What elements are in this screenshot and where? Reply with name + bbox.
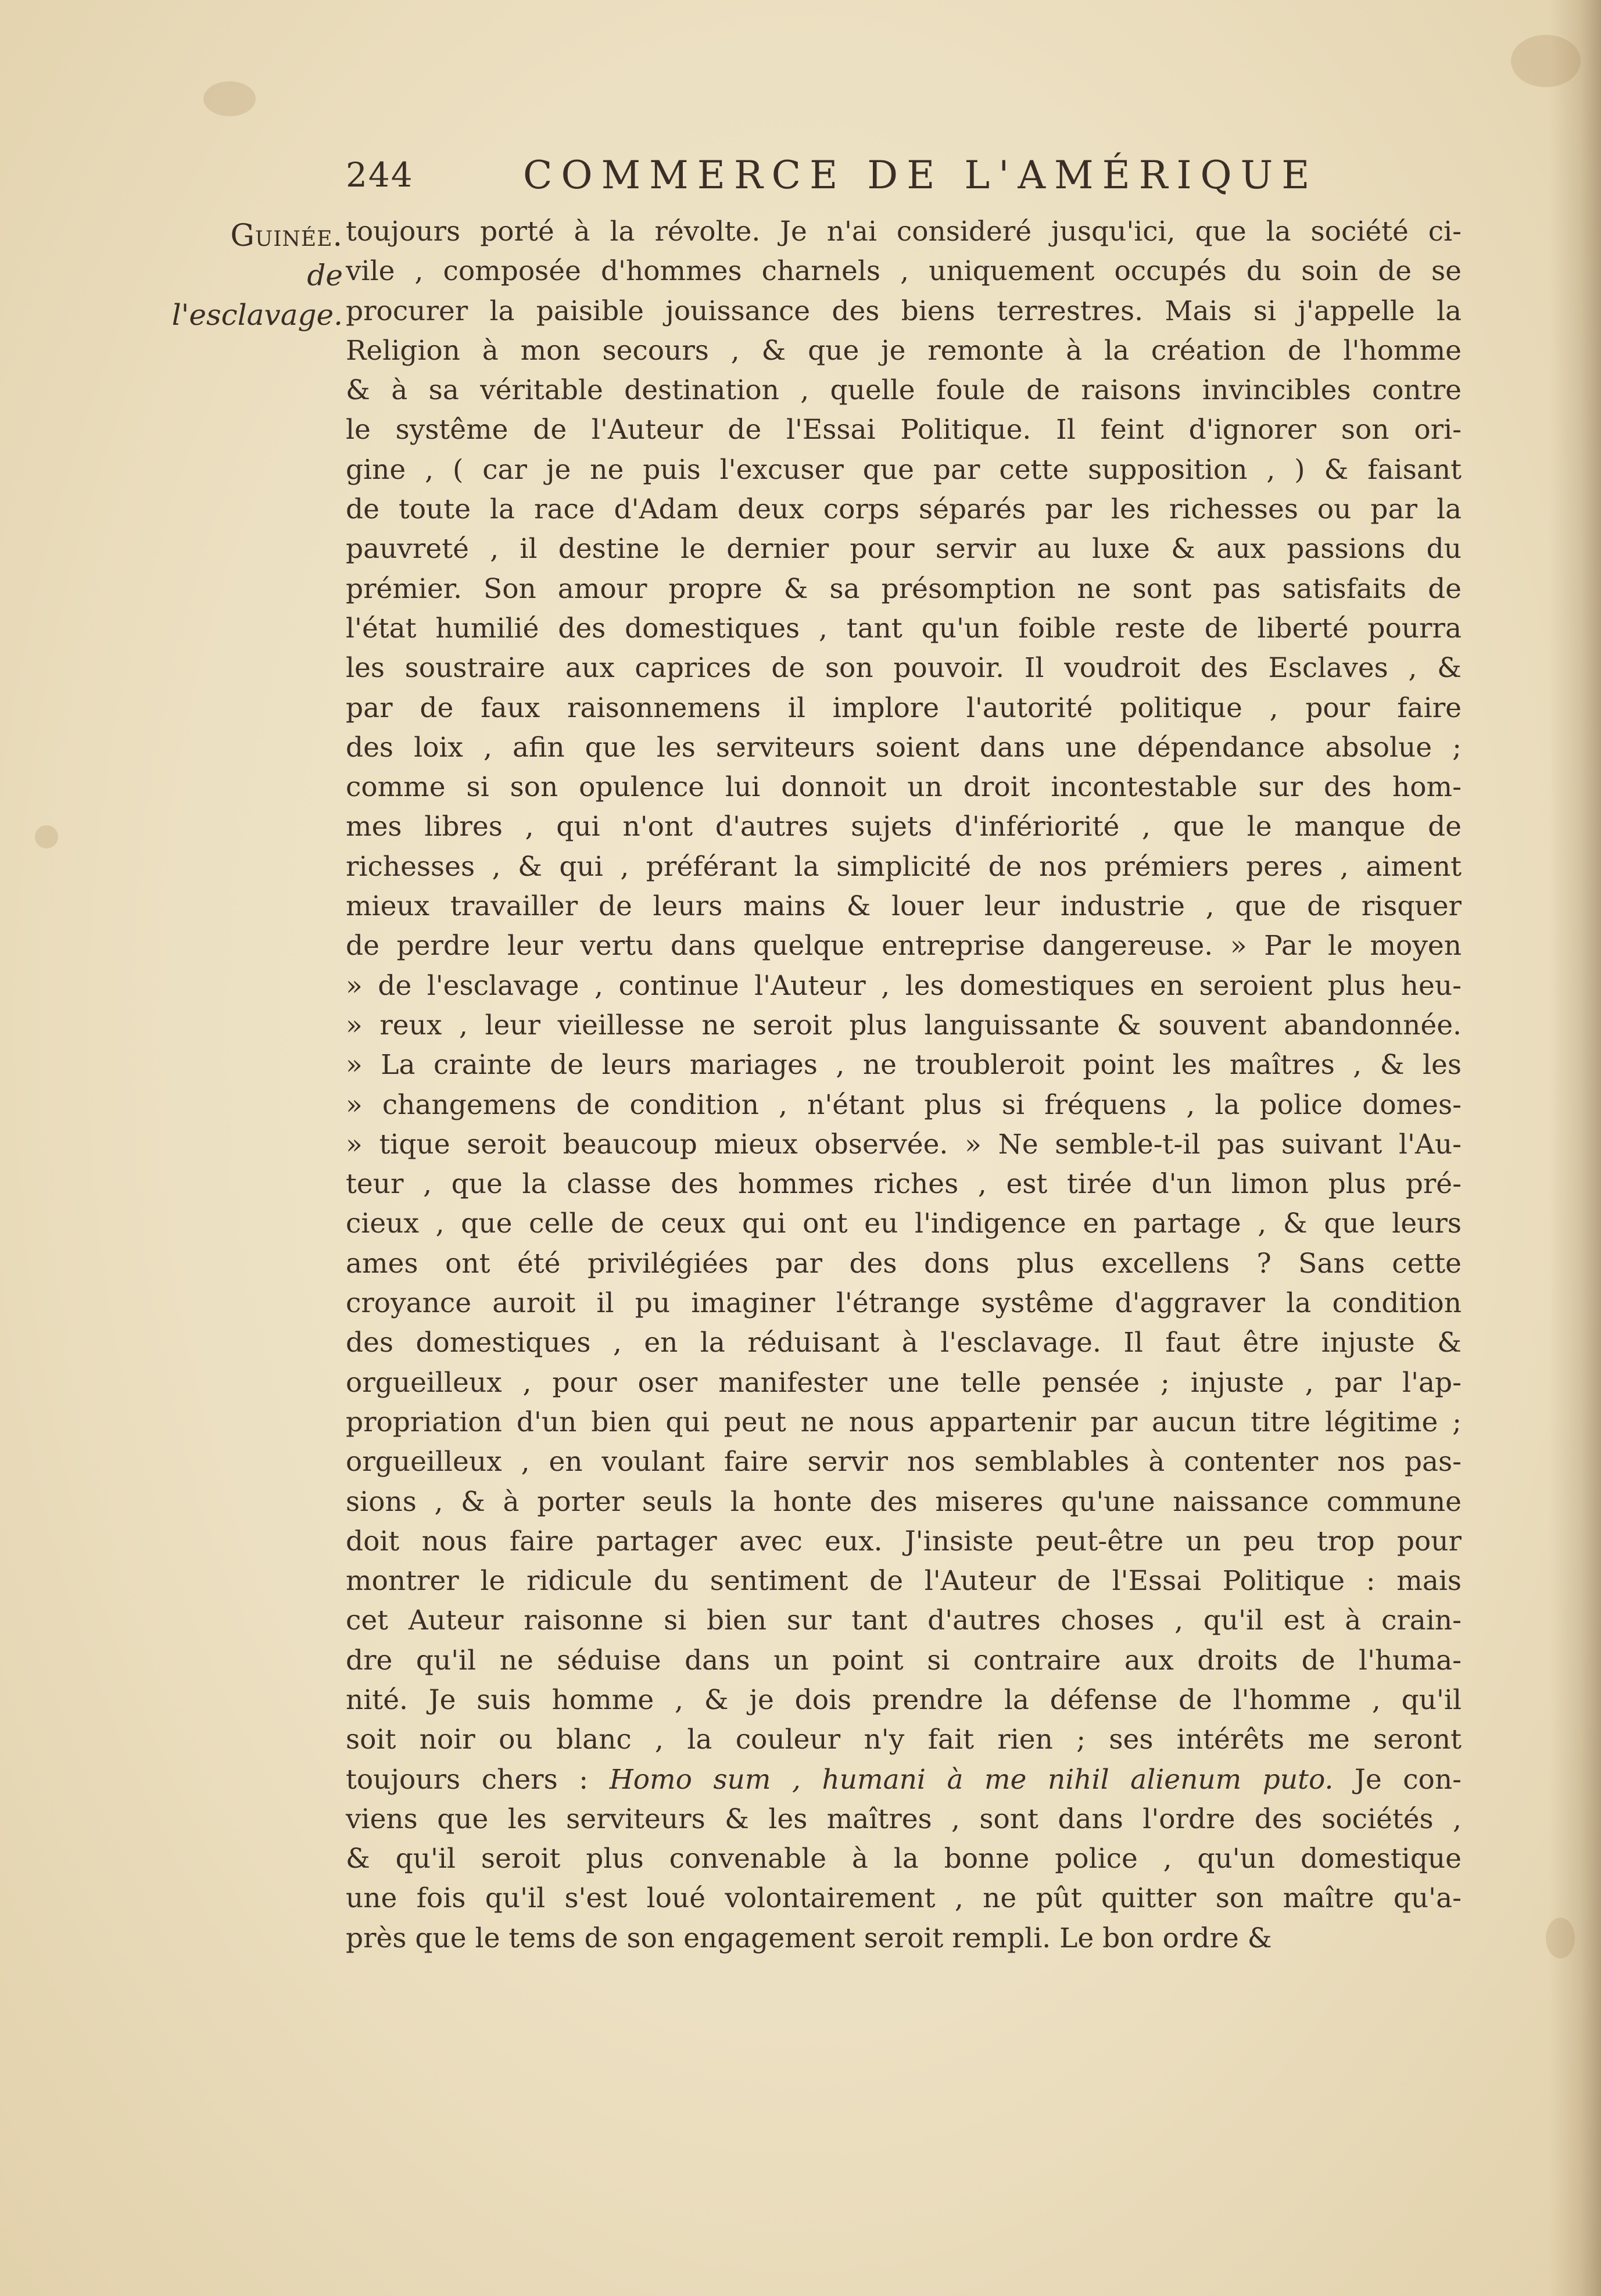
text-line: des domestiques , en la réduisant à l'esclavage. Il faut être injuste & [346,1327,1462,1359]
text-line: » changemens de condition , n'étant plus si fréquens , la police domes- [346,1088,1462,1121]
text-line: vile , composée d'hommes charnels , uniquement occupés du soin de se [346,255,1462,288]
text-line: & qu'il seroit plus convenable à la bonne police , qu'un domestique [346,1843,1462,1875]
text-line: toujours porté à la révolte. Je n'ai consideré jusqu'ici, que la société ci- [346,216,1462,248]
text-line: doit nous faire partager avec eux. J'insiste peut-être un peu trop pour [346,1525,1462,1557]
text-line: viens que les serviteurs & les maîtres , sont dans l'ordre des sociétés , [346,1803,1462,1835]
foxing-spot [203,81,256,116]
text-line-with-quote [346,1760,1462,1800]
latin-quote: Homo sum , humani à me nihil alienum puto. [609,1763,1334,1796]
text-line: gine , ( car je ne puis l'excuser que par cette supposition , ) & faisant [346,453,1462,486]
text-line: procurer la paisible jouissance des biens terrestres. Mais si j'appelle la [346,295,1462,327]
text-line: une fois qu'il s'est loué volontairement , ne pût quitter son maître qu'a- [346,1882,1462,1915]
text-line: ames ont été privilégiées par des dons plus excellens ? Sans cette [346,1247,1462,1280]
text-line: teur , que la classe des hommes riches , est tirée d'un limon plus pré- [346,1168,1462,1201]
text-line: orgueilleux , pour oser manifester une telle pensée ; injuste , par l'ap- [346,1366,1462,1399]
margin-note-place: Guinée. [230,219,343,253]
text-line: de perdre leur vertu dans quelque entreprise dangereuse. » Par le moyen [346,930,1462,962]
text-line: par de faux raisonnemens il implore l'autorité politique , pour faire [346,692,1462,724]
text-line: cet Auteur raisonne si bien sur tant d'autres choses , qu'il est à crain- [346,1604,1462,1637]
text-line: » tique seroit beaucoup mieux observée. » Ne semble-t-il pas suivant l'Au- [346,1128,1462,1160]
page-header [346,148,1319,212]
text-line: prémier. Son amour propre & sa présomption ne sont pas satisfaits de [346,572,1462,605]
text-line: dre qu'il ne séduise dans un point si contraire aux droits de l'huma- [346,1644,1462,1677]
text-line: orgueilleux , en voulant faire servir nos semblables à contenter nos pas- [346,1446,1462,1478]
text-line: soit noir ou blanc , la couleur n'y fait rien ; ses intérêts me seront [346,1724,1462,1756]
text-line: Religion à mon secours , & que je remonte à la création de l'homme [346,334,1462,367]
text-line: mieux travailler de leurs mains & louer leur industrie , que de risquer [346,890,1462,923]
text-line: des loix , afin que les serviteurs soient dans une dépendance absolue ; [346,731,1462,764]
text-line: » reux , leur vieillesse ne seroit plus languissante & souvent abandonnée. [346,1009,1462,1041]
running-head: COMMERCE DE L'AMÉRIQUE [523,153,1319,198]
text-line: les soustraire aux caprices de son pouvoir. Il voudroit des Esclaves , & [346,652,1462,685]
text-line: de toute la race d'Adam deux corps séparés par les richesses ou par la [346,493,1462,526]
text-line: près que le tems de son engagement seroit rempli. Le bon ordre & [346,1922,1272,1954]
text-line: le systême de l'Auteur de l'Essai Politique. Il feint d'ignorer son ori- [346,414,1462,446]
text-line: croyance auroit il pu imaginer l'étrange systême d'aggraver la condition [346,1287,1462,1320]
body-text [346,212,1462,1958]
text-line: sions , & à porter seuls la honte des miseres qu'une naissance commune [346,1485,1462,1518]
text-line: » de l'esclavage , continue l'Auteur , les domestiques en seroient plus heu- [346,969,1462,1002]
text-line-end: Je con- [1355,1763,1462,1796]
text-line: & à sa véritable destination , quelle foule de raisons invincibles contre [346,374,1462,407]
foxing-spot [1511,35,1581,87]
text-line: mes libres , qui n'ont d'autres sujets d'infériorité , que le manque de [346,811,1462,843]
foxing-spot [1546,1918,1575,1958]
text-line: montrer le ridicule du sentiment de l'Auteur de l'Essai Politique : mais [346,1565,1462,1597]
foxing-spot [35,825,58,848]
text-line: richesses , & qui , préférant la simplicité de nos prémiers peres , aiment [346,850,1462,883]
page-number: 244 [346,155,414,195]
text-line-start: toujours chers : [346,1763,589,1796]
margin-note [169,216,343,335]
text-line: » La crainte de leurs mariages , ne troubleroit point les maîtres , & les [346,1049,1462,1081]
text-line: cieux , que celle de ceux qui ont eu l'indigence en partage , & que leurs [346,1208,1462,1240]
text-line: nité. Je suis homme , & je dois prendre la défense de l'homme , qu'il [346,1684,1462,1716]
text-line: l'état humilié des domestiques , tant qu'un foible reste de liberté pourra [346,612,1462,644]
text-line: pauvreté , il destine le dernier pour servir au luxe & aux passions du [346,533,1462,565]
margin-note-topic: de l'esclavage. [171,259,343,332]
text-line: propriation d'un bien qui peut ne nous appartenir par aucun titre légitime ; [346,1406,1462,1438]
text-line: comme si son opulence lui donnoit un droit incontestable sur des hom- [346,771,1462,804]
